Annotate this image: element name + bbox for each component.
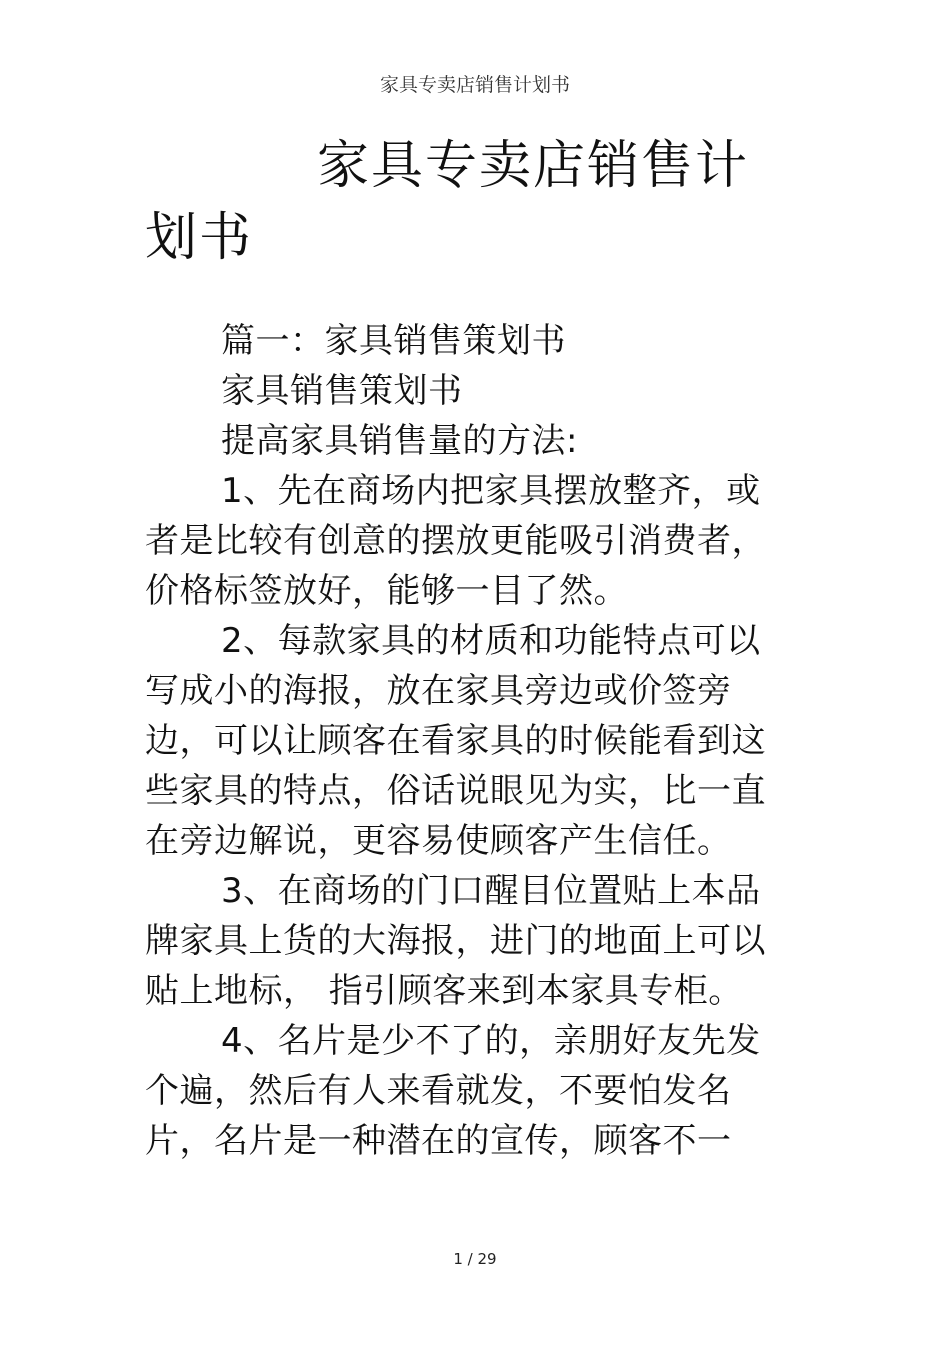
document-body: [145, 316, 785, 1166]
paragraph-3: 3、在商场的门口醒目位置贴上本品牌家具上货的大海报，进门的地面上可以贴上地标， 指引顾客来到本家具专柜。: [145, 871, 766, 1011]
running-header: 家具专卖店销售计划书: [379, 74, 570, 96]
intro-line: 提高家具销售量的方法:: [221, 421, 578, 461]
page-number: 1 / 29: [453, 1250, 497, 1268]
sub-heading: 家具销售策划书: [221, 371, 463, 411]
paragraph-4: 4、名片是少不了的，亲朋好友先发个遍，然后有人来看就发，不要怕发名片，名片是一种潜在的宣传，顾客不一: [145, 1021, 761, 1161]
paragraph-1: 1、先在商场内把家具摆放整齐，或者是比较有创意的摆放更能吸引消费者，价格标签放好，能够一目了然。: [145, 471, 766, 611]
paragraph-2: 2、每款家具的材质和功能特点可以写成小的海报，放在家具旁边或价签旁边，可以让顾客在看家具的时候能看到这些家具的特点，俗话说眼见为实，比一直在旁边解说，更容易使顾客产生信任。: [145, 621, 766, 861]
document-title: 家具专卖店销售计划书: [145, 136, 750, 268]
section-heading: 篇一：家具销售策划书: [221, 321, 566, 361]
